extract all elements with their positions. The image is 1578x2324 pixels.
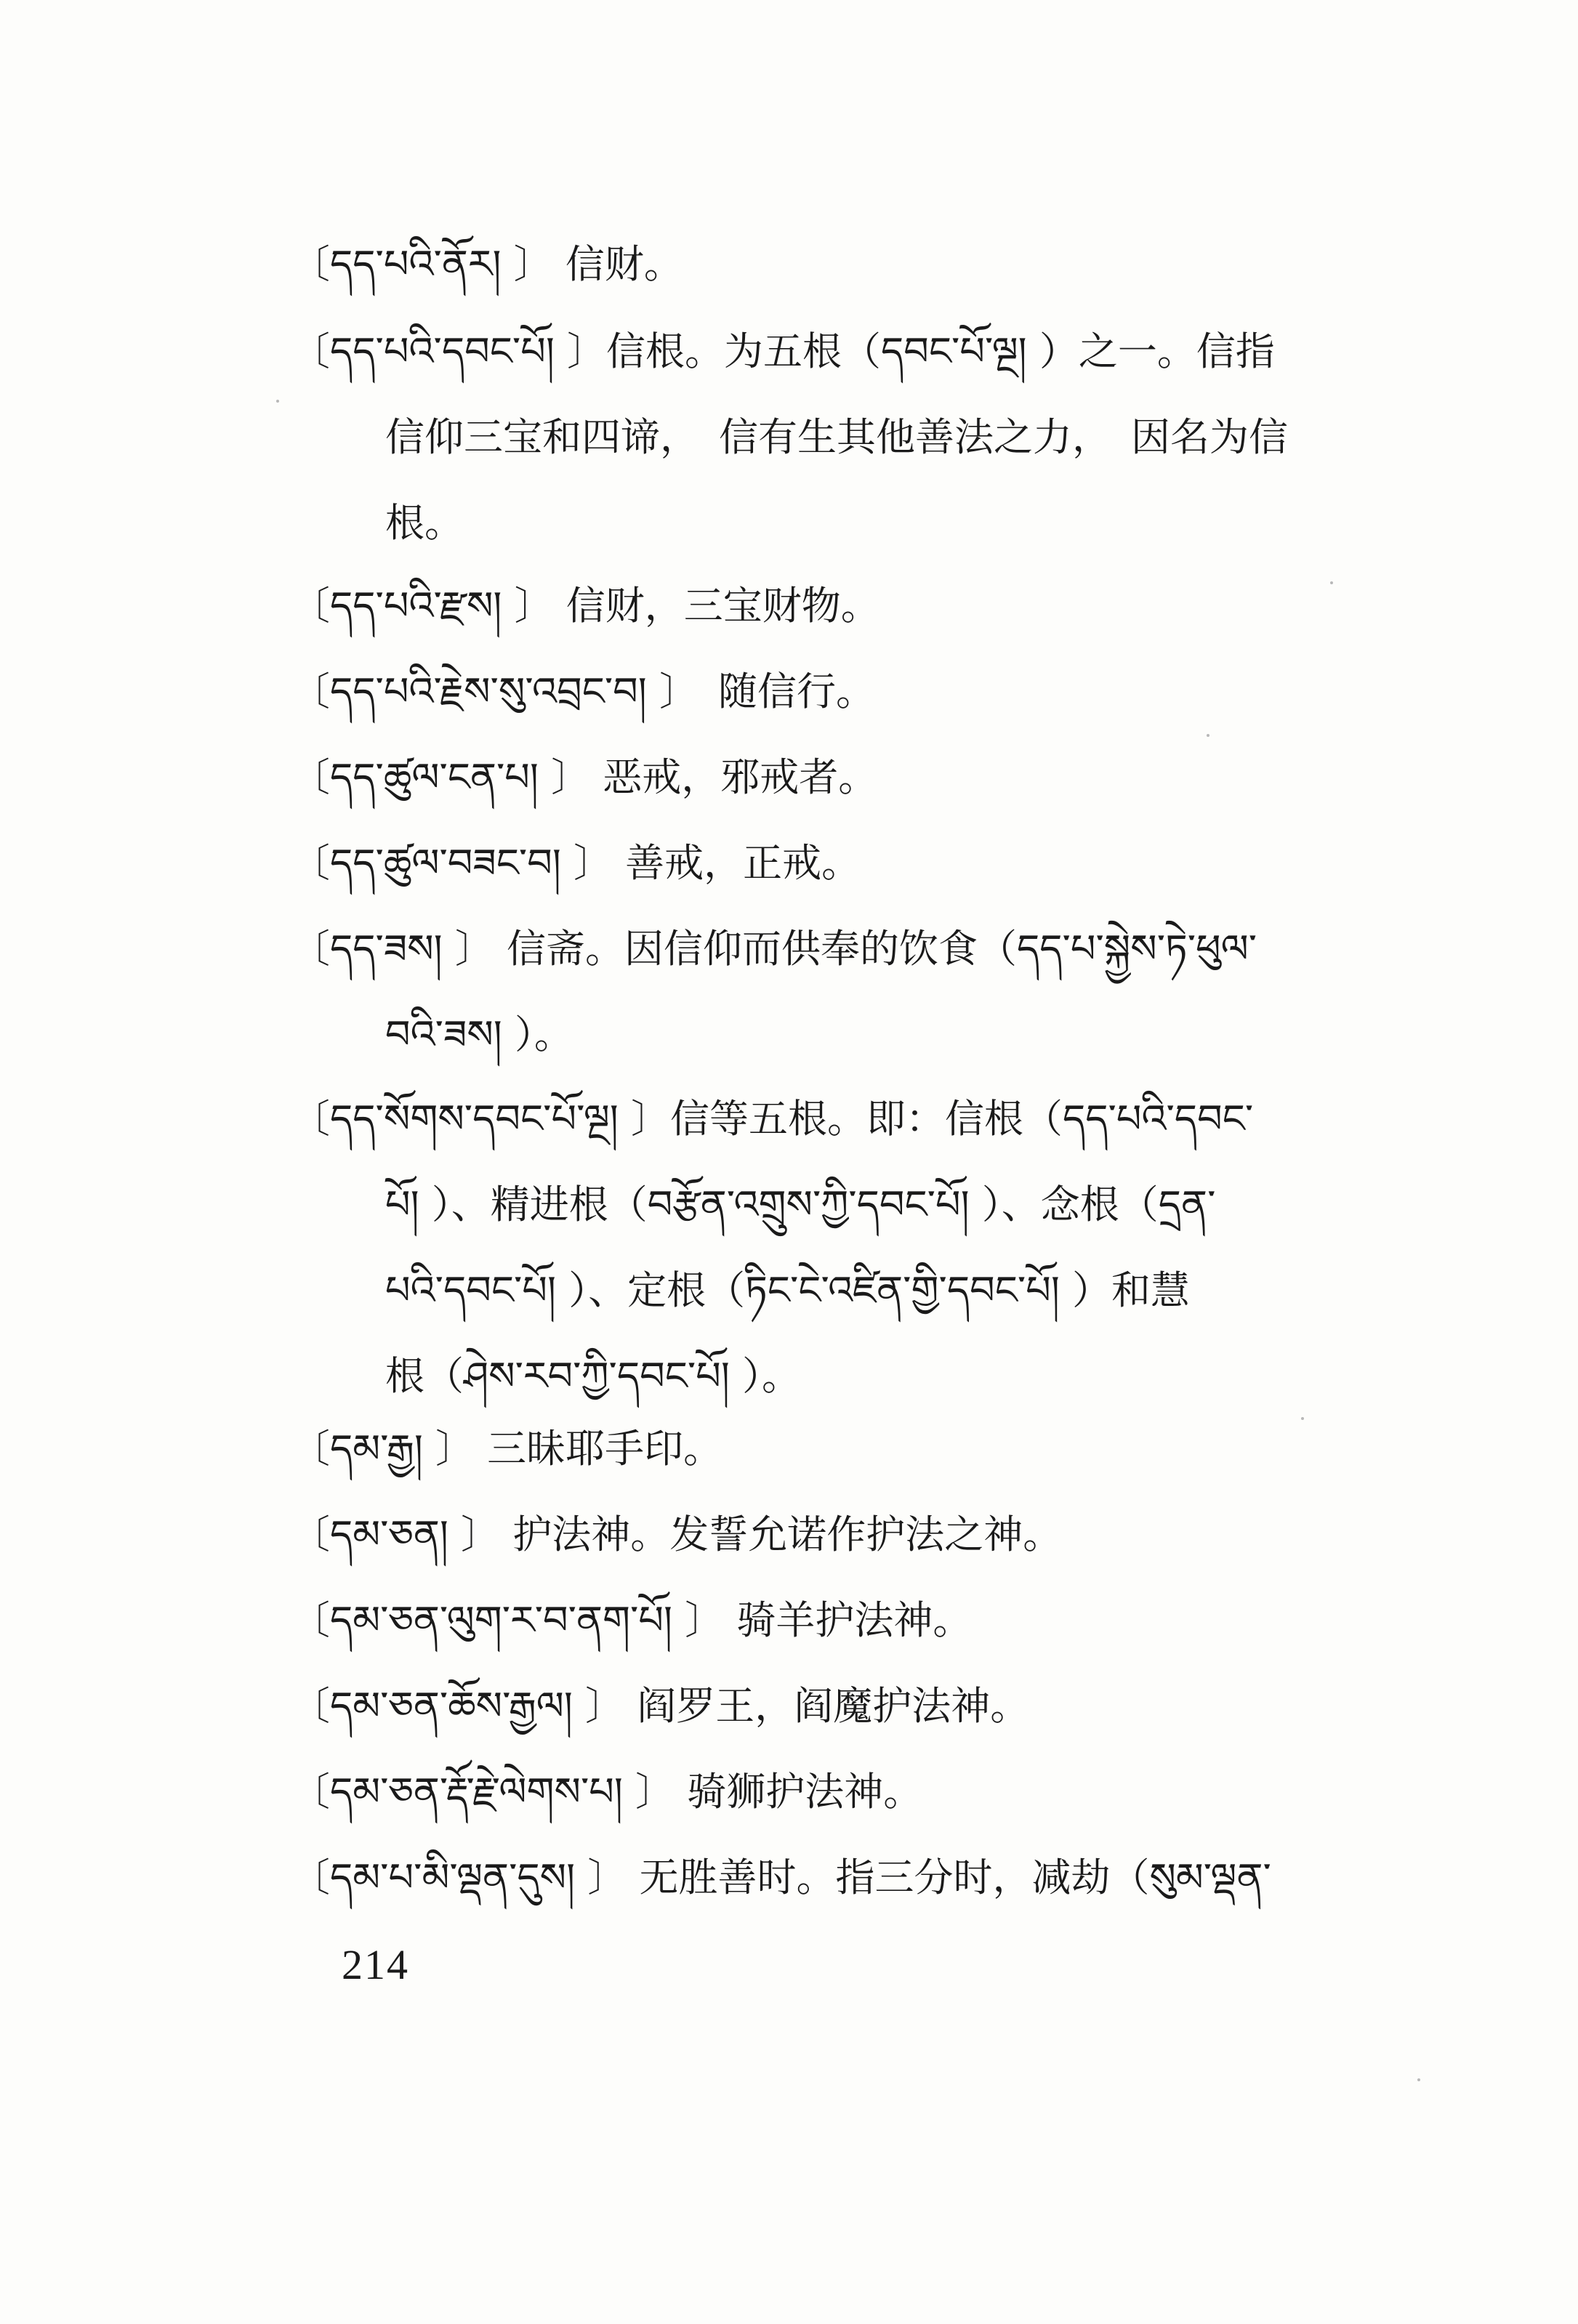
entry-line: 〔དམ་རྒྱ། 〕 三昧耶手印。 (291, 1426, 723, 1472)
scan-speck (1330, 581, 1333, 584)
entry-line: 〔དམ་ཅན། 〕 护法神。发誓允诺作护法之神。 (291, 1512, 1063, 1557)
dictionary-entry (291, 1835, 1425, 1921)
entry-line: 〔དད་སོགས་དབང་པོ་ལྔ། 〕信等五根。即：信根（དད་པའི་དབང་ (291, 1096, 1254, 1142)
entry-line: 〔དམ་པ་མི་ལྡན་དུས། 〕 无胜善时。指三分时，减劫（སུམ་ལྡན་ (291, 1855, 1271, 1900)
dictionary-entry (291, 1663, 1425, 1749)
dictionary-entry (291, 820, 1425, 906)
entry-line: བའི་ཟས། ）。 (385, 1012, 573, 1057)
entry-line: 〔དད་ཚུལ་ངན་པ། 〕 恶戒，邪戒者。 (291, 754, 878, 800)
entry-line: པའི་དབང་པོ། ）、定根（ཏིང་ངེ་འཛིན་གྱི་དབང་པོ། ）和慧 (385, 1267, 1190, 1313)
dictionary-entry (291, 1578, 1425, 1663)
entry-line: 〔དམ་ཅན་རྡོ་རྗེ་ལེགས་པ། 〕 骑狮护法神。 (291, 1769, 923, 1815)
entry-line: 〔དད་ཚུལ་བཟང་བ། 〕 善戒，正戒。 (291, 840, 861, 886)
dictionary-entry (291, 309, 1425, 566)
dictionary-entry (291, 1492, 1425, 1578)
entry-line: 信仰三宝和四谛， 信有生其他善法之力， 因名为信 (385, 414, 1288, 460)
entry-line: པོ། ）、精进根（བརྩོན་འགྲུས་ཀྱི་དབང་པོ། ）、念根（དྲན་ (385, 1182, 1216, 1227)
entry-line: 〔དམ་ཅན་ལུག་ར་བ་ནག་པོ། 〕 骑羊护法神。 (291, 1597, 973, 1643)
entry-line: 〔དད་པའི་དབང་པོ། 〕信根。为五根（དབང་པོ་ལྔ། ）之一。信指 (291, 328, 1275, 374)
dictionary-entry (291, 1076, 1425, 1419)
dictionary-entry (291, 906, 1425, 1078)
scan-speck (1417, 2078, 1420, 2081)
dictionary-entry (291, 649, 1425, 735)
entry-line: 根。 (385, 500, 464, 546)
scan-speck (1301, 1417, 1304, 1420)
entry-line: 〔དམ་ཅན་ཆོས་རྒྱལ། 〕 阎罗王，阎魔护法神。 (291, 1683, 1030, 1729)
page-number: 214 (342, 1941, 409, 1988)
dictionary-entry (291, 1749, 1425, 1835)
dictionary-entry (291, 222, 1425, 307)
entry-line: 〔དད་པའི་རྗེས་སུ་འབྲང་བ། 〕 随信行。 (291, 669, 875, 714)
entry-line: 〔དད་པའི་རྫས། 〕 信财，三宝财物。 (291, 583, 880, 629)
scan-speck (1207, 734, 1209, 737)
entry-line: 〔དད་པའི་ནོར། 〕 信财。 (291, 241, 683, 287)
entry-line: 根（ཤེས་རབ་ཀྱི་དབང་པོ། ）。 (385, 1353, 802, 1399)
dictionary-entry (291, 735, 1425, 820)
entry-line: 〔དད་ཟས། 〕 信斋。因信仰而供奉的饮食（དད་པ་སྐྱེས་ཏེ་ཕུལ་ (291, 926, 1257, 972)
scan-speck (276, 400, 279, 403)
dictionary-entry (291, 1406, 1425, 1492)
dictionary-entry (291, 563, 1425, 649)
